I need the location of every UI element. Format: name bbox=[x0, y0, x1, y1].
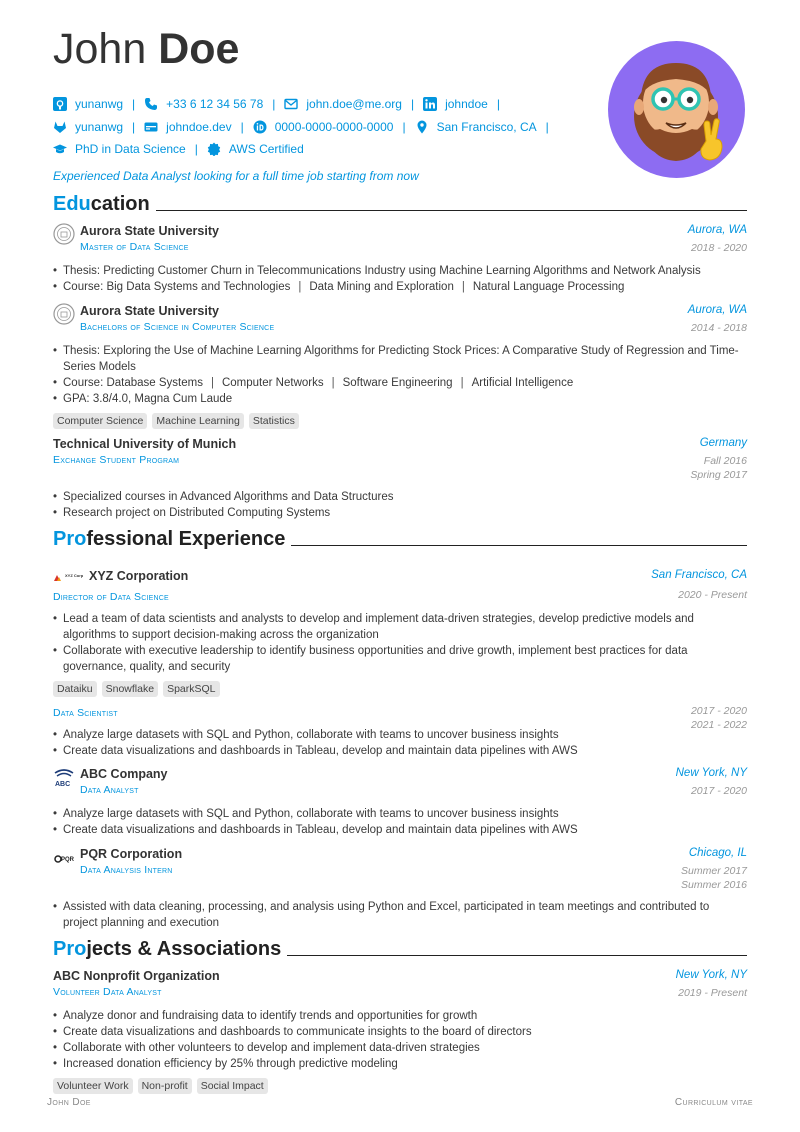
date-range: 2018 - 2020 bbox=[690, 242, 747, 254]
institution-name: Aurora State University bbox=[80, 224, 219, 238]
date-range: 2019 - Present bbox=[678, 987, 747, 999]
list-item: • Specialized courses in Advanced Algorithms and Data Structures bbox=[53, 489, 743, 505]
location: San Francisco, CA bbox=[651, 569, 747, 581]
certificate-icon bbox=[207, 142, 221, 156]
tag: Dataiku bbox=[53, 681, 97, 697]
contact-info bbox=[53, 93, 613, 161]
contact-github[interactable] bbox=[53, 97, 123, 111]
contact-location[interactable] bbox=[415, 120, 537, 134]
job-title: Director of Data Science bbox=[53, 591, 169, 603]
location: New York, NY bbox=[675, 969, 747, 981]
separator: | bbox=[132, 97, 136, 112]
list-item: • Assisted with data cleaning, processing, and analysis using Python and Excel, participated in team meetings and contributed to project planning and execution bbox=[53, 899, 743, 931]
bullet-list bbox=[53, 489, 743, 521]
github-text: yunanwg bbox=[75, 97, 124, 112]
location: Chicago, IL bbox=[688, 847, 747, 859]
job-title: Data Analyst bbox=[80, 784, 139, 796]
list-item: • Lead a team of data scientists and analysts to develop and implement data-driven strategies, develop predictive models and algorithms to support decision-making across the organization bbox=[53, 611, 743, 643]
tag: Social Impact bbox=[197, 1078, 268, 1094]
separator: | bbox=[132, 119, 136, 134]
footer-label: Curriculum vitae bbox=[674, 1097, 753, 1108]
tag-list bbox=[53, 681, 220, 697]
degree-text: PhD in Data Science bbox=[75, 142, 186, 157]
contact-row-1 bbox=[53, 93, 613, 116]
email-text: john.doe@me.org bbox=[306, 97, 402, 112]
xyz-logo-text: XYZ Corp bbox=[65, 573, 84, 578]
list-item: • Create data visualizations and dashboards in Tableau, develop and maintain data pipelines with AWS bbox=[53, 822, 743, 838]
education-entry-2 bbox=[53, 304, 747, 333]
contact-gitlab[interactable] bbox=[53, 120, 123, 134]
separator: | bbox=[545, 119, 549, 134]
degree-title: Master of Data Science bbox=[80, 241, 189, 253]
date-range: 2017 - 2020 2021 - 2022 bbox=[690, 705, 747, 731]
orcid-text: 0000-0000-0000-0000 bbox=[274, 119, 394, 134]
certification-text: AWS Certified bbox=[228, 142, 304, 157]
list-item: • Collaborate with executive leadership to identify business opportunities and drive growth, implement best practices for data governance, quality, and security bbox=[53, 643, 743, 675]
separator: | bbox=[194, 142, 198, 157]
avatar bbox=[608, 41, 745, 178]
bullet-list bbox=[53, 611, 743, 675]
date-range: 2014 - 2018 bbox=[690, 322, 747, 334]
phone-icon bbox=[144, 97, 158, 111]
website-icon bbox=[144, 120, 158, 134]
gitlab-icon bbox=[53, 120, 67, 134]
avatar-illustration bbox=[608, 41, 745, 178]
tag-list bbox=[53, 1078, 268, 1094]
last-name: Doe bbox=[158, 25, 240, 73]
location: Aurora, WA bbox=[687, 224, 747, 236]
location: New York, NY bbox=[675, 767, 747, 779]
list-item: • Thesis: Exploring the Use of Machine Learning Algorithms for Predicting Stock Prices: A Comparative Study of Regression and Time-Series Models bbox=[53, 343, 743, 375]
tag: Volunteer Work bbox=[53, 1078, 133, 1094]
bullet-list bbox=[53, 727, 743, 759]
list-item: • Analyze donor and fundraising data to identify trends and opportunities for growth bbox=[53, 1008, 743, 1024]
job-title: Data Scientist bbox=[53, 707, 118, 719]
bullet-list bbox=[53, 1008, 743, 1072]
list-item: • Analyze large datasets with SQL and Python, collaborate with teams to uncover business insights bbox=[53, 727, 743, 743]
location: Germany bbox=[699, 437, 747, 449]
experience-entry-1 bbox=[53, 569, 747, 583]
resume-name bbox=[53, 25, 240, 73]
education-entry-3 bbox=[53, 437, 747, 481]
list-item: • Analyze large datasets with SQL and Python, collaborate with teams to uncover business insights bbox=[53, 806, 743, 822]
separator: | bbox=[496, 97, 500, 112]
section-projects-heading bbox=[53, 939, 747, 959]
contact-certification bbox=[207, 142, 304, 156]
location-pin-icon bbox=[415, 120, 429, 134]
list-item: • Research project on Distributed Computing Systems bbox=[53, 505, 743, 521]
separator: | bbox=[402, 119, 406, 134]
company-name: XYZ Corporation bbox=[89, 569, 189, 583]
bullet-list bbox=[53, 899, 743, 931]
location: Aurora, WA bbox=[687, 304, 747, 316]
tag: Computer Science bbox=[53, 413, 147, 429]
education-entry-1 bbox=[53, 224, 747, 253]
date-range: Fall 2016 Spring 2017 bbox=[690, 455, 747, 481]
contact-linkedin[interactable] bbox=[423, 97, 488, 111]
experience-entry-2 bbox=[53, 767, 747, 796]
institution-name: Technical University of Munich bbox=[53, 437, 237, 451]
linkedin-icon bbox=[423, 97, 437, 111]
tag: Machine Learning bbox=[152, 413, 243, 429]
section-rule bbox=[291, 545, 747, 546]
list-item: • GPA: 3.8/4.0, Magna Cum Laude bbox=[53, 391, 743, 407]
location-text: San Francisco, CA bbox=[436, 119, 537, 134]
linkedin-text: johndoe bbox=[445, 97, 488, 112]
bullet-list bbox=[53, 343, 743, 407]
project-entry-1 bbox=[53, 969, 747, 998]
website-text: johndoe.dev bbox=[166, 119, 232, 134]
list-item: • Create data visualizations and dashboards to communicate insights to the board of directors bbox=[53, 1024, 743, 1040]
bullet-list bbox=[53, 806, 743, 838]
date-range: 2017 - 2020 bbox=[690, 785, 747, 797]
gitlab-text: yunanwg bbox=[75, 119, 124, 134]
github-icon bbox=[53, 97, 67, 111]
list-item: • Thesis: Predicting Customer Churn in Telecommunications Industry using Machine Learning Algorithms and Network Analysis bbox=[53, 263, 743, 279]
separator: | bbox=[410, 97, 415, 112]
experience-entry-3 bbox=[53, 847, 747, 891]
orcid-icon bbox=[253, 120, 267, 134]
date-range: 2020 - Present bbox=[678, 589, 747, 601]
pqr-logo-text: PQR bbox=[61, 857, 75, 863]
section-rule bbox=[156, 210, 747, 211]
abc-logo-text: ABC bbox=[55, 781, 71, 788]
email-icon bbox=[284, 97, 298, 111]
tag-list bbox=[53, 413, 299, 429]
section-title: Education bbox=[53, 193, 150, 215]
tagline: Experienced Data Analyst looking for a full time job starting from now bbox=[53, 169, 419, 183]
date-range: Summer 2017 Summer 2016 bbox=[681, 865, 747, 891]
tag: Non-profit bbox=[138, 1078, 192, 1094]
section-education-heading bbox=[53, 194, 747, 214]
graduation-cap-icon bbox=[53, 142, 67, 156]
separator: | bbox=[240, 119, 244, 134]
bullet-list bbox=[53, 263, 743, 295]
degree-title: Bachelors of Science in Computer Science bbox=[80, 321, 275, 333]
separator: | bbox=[272, 97, 276, 112]
list-item: • Increased donation efficiency by 25% through predictive modeling bbox=[53, 1056, 743, 1072]
tag: SparkSQL bbox=[163, 681, 219, 697]
job-title: Data Analysis Intern bbox=[80, 864, 173, 876]
list-item: • Course: Database Systems | Computer Networks | Software Engineering | Artificial Intelligence bbox=[53, 375, 743, 391]
footer-name: John Doe bbox=[47, 1097, 91, 1108]
phone-text: +33 6 12 34 56 78 bbox=[166, 97, 264, 112]
contact-row-3 bbox=[53, 138, 613, 161]
contact-degree bbox=[53, 142, 186, 156]
section-title: Projects & Associations bbox=[53, 938, 282, 960]
first-name: John bbox=[53, 25, 147, 73]
contact-email[interactable] bbox=[284, 97, 402, 111]
tag: Snowflake bbox=[102, 681, 158, 697]
contact-website[interactable] bbox=[144, 120, 231, 134]
list-item: • Collaborate with other volunteers to develop and implement data-driven strategies bbox=[53, 1040, 743, 1056]
tag: Statistics bbox=[249, 413, 299, 429]
program-title: Exchange Student Program bbox=[53, 454, 180, 466]
project-role: Volunteer Data Analyst bbox=[53, 986, 162, 998]
contact-phone[interactable] bbox=[144, 97, 263, 111]
company-name: ABC Company bbox=[80, 767, 168, 781]
organization-name: ABC Nonprofit Organization bbox=[53, 969, 220, 983]
company-name: PQR Corporation bbox=[80, 847, 183, 861]
section-rule bbox=[287, 955, 747, 956]
contact-row-2 bbox=[53, 116, 613, 139]
list-item: • Create data visualizations and dashboards in Tableau, develop and maintain data pipelines with AWS bbox=[53, 743, 743, 759]
contact-orcid[interactable] bbox=[253, 120, 394, 134]
list-item: • Course: Big Data Systems and Technologies | Data Mining and Exploration | Natural Language Processing bbox=[53, 279, 743, 295]
section-experience-heading bbox=[53, 529, 747, 549]
section-title: Professional Experience bbox=[53, 528, 286, 550]
institution-name: Aurora State University bbox=[80, 304, 219, 318]
